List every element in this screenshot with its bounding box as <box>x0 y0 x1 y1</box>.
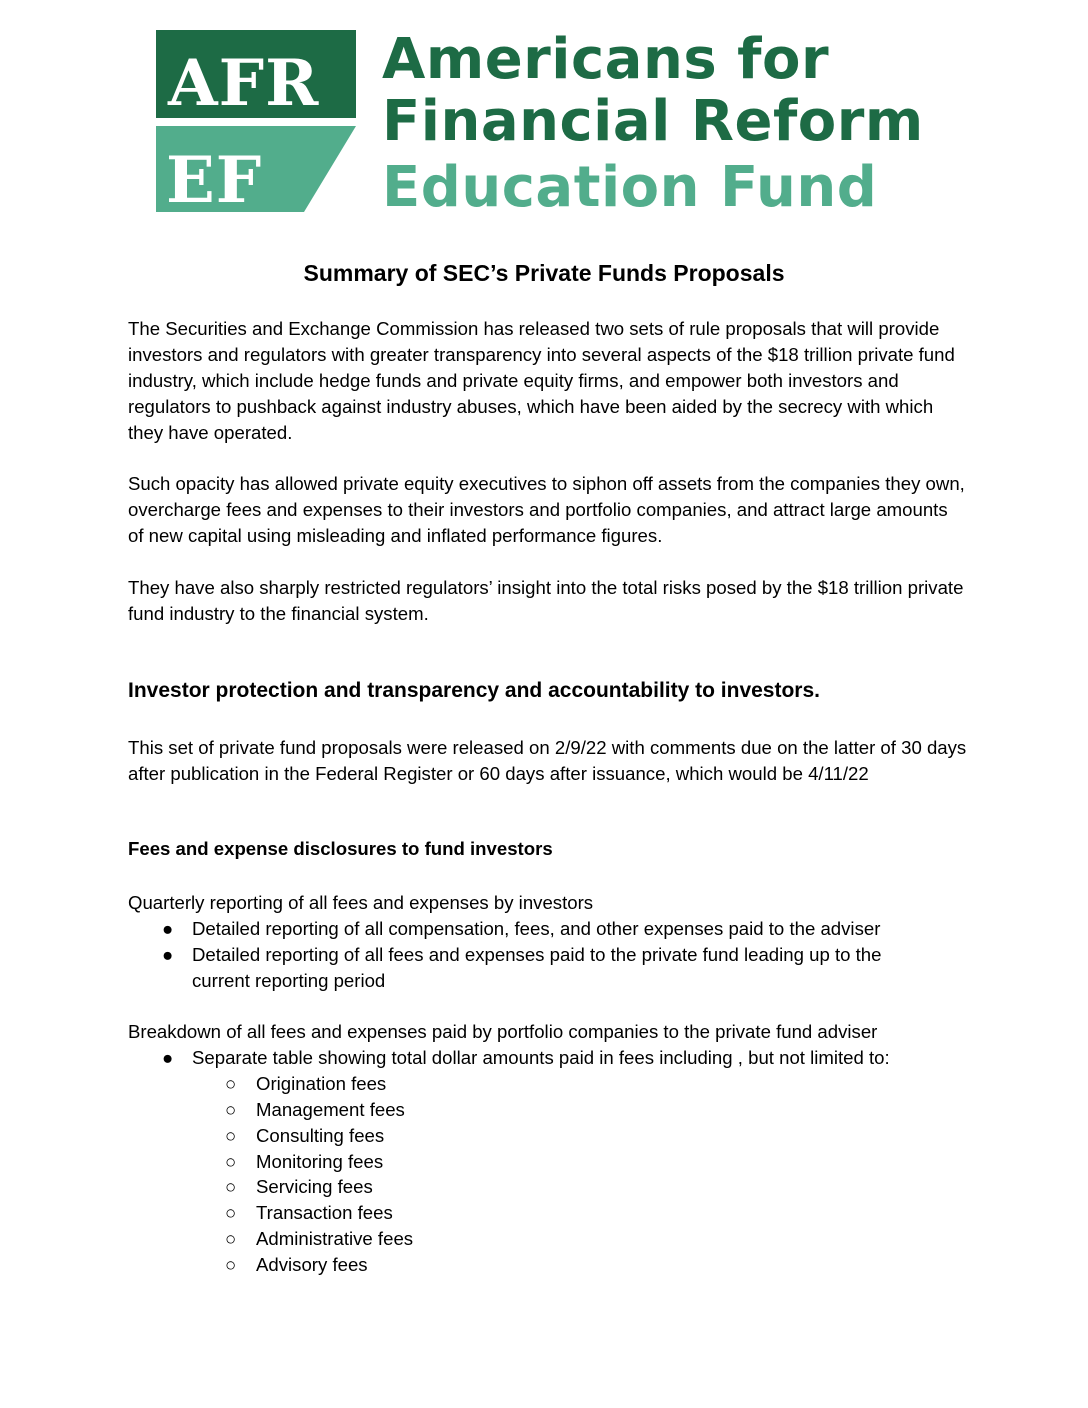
list-item <box>162 916 942 942</box>
intro-paragraph-1: The Securities and Exchange Commission has released two sets of rule proposals that will provide investors and regulators with greater transparency into several aspects of the $18 trillion private fund industry, which include hedge funds and private equity firms, and empower both investors and regulators to pushback against industry abuses, which have been aided by the secrecy with which they have operated. <box>128 318 955 443</box>
fee-name: Servicing fees <box>256 1176 373 1197</box>
fee-list-item <box>225 1226 625 1252</box>
list-item-text: Detailed reporting of all compensation, fees, and other expenses paid to the adviser <box>192 918 881 939</box>
fee-list-item <box>225 1123 625 1149</box>
hollow-bullet-icon: ○ <box>225 1228 237 1249</box>
list-item <box>162 942 942 994</box>
intro-paragraph-2: Such opacity has allowed private equity executives to siphon off assets from the companies they own, overcharge fees and expenses to their investors and portfolio companies, and attract large amounts of new capital using misleading and inflated performance figures. <box>128 473 965 546</box>
hollow-bullet-icon: ○ <box>225 1151 237 1172</box>
fee-list-item <box>225 1252 625 1278</box>
fee-name: Origination fees <box>256 1073 387 1094</box>
breakdown-lead: Breakdown of all fees and expenses paid by portfolio companies to the private fund adviser <box>128 1021 878 1042</box>
fee-name: Transaction fees <box>256 1202 393 1223</box>
logo-text-line1: Americans for <box>382 27 830 92</box>
list-item <box>162 1045 942 1071</box>
intro-paragraph-3: They have also sharply restricted regulators’ insight into the total risks posed by the $18 trillion private fund industry to the financial system. <box>128 577 964 624</box>
list-item-text: Separate table showing total dollar amounts paid in fees including , but not limited to: <box>192 1047 890 1068</box>
fee-list-item <box>225 1149 625 1175</box>
fee-name: Consulting fees <box>256 1125 385 1146</box>
hollow-bullet-icon: ○ <box>225 1099 237 1120</box>
fee-name: Management fees <box>256 1099 405 1120</box>
bullet-dot-icon: ● <box>162 1047 174 1068</box>
bullet-dot-icon: ● <box>162 918 174 939</box>
hollow-bullet-icon: ○ <box>225 1125 237 1146</box>
bullet-dot-icon: ● <box>162 944 174 965</box>
hollow-bullet-icon: ○ <box>225 1176 237 1197</box>
section-heading-investor-protection: Investor protection and transparency and accountability to investors. <box>128 679 820 702</box>
afr-ef-logo-mark <box>156 30 366 215</box>
logo-text-line3: Education Fund <box>382 155 878 220</box>
document-title: Summary of SEC’s Private Funds Proposals <box>303 260 785 286</box>
fee-list-item <box>225 1200 625 1226</box>
hollow-bullet-icon: ○ <box>225 1073 237 1094</box>
fee-name: Monitoring fees <box>256 1151 384 1172</box>
fee-list-item <box>225 1174 625 1200</box>
logo-text-line2: Financial Reform <box>382 89 924 154</box>
fee-list-item <box>225 1097 625 1123</box>
hollow-bullet-icon: ○ <box>225 1254 237 1275</box>
fee-name: Advisory fees <box>256 1254 368 1275</box>
logo-abbr-afr: AFR <box>168 46 320 121</box>
hollow-bullet-icon: ○ <box>225 1202 237 1223</box>
fee-name: Administrative fees <box>256 1228 414 1249</box>
subheading-fees-disclosures: Fees and expense disclosures to fund investors <box>128 838 553 859</box>
list-item-text: Detailed reporting of all fees and expenses paid to the private fund leading up to the current reporting period <box>192 944 882 991</box>
logo-abbr-ef: EF <box>166 143 263 215</box>
afref-logo <box>156 27 924 220</box>
section-body: This set of private fund proposals were released on 2/9/22 with comments due on the latter of 30 days after publication in the Federal Register or 60 days after issuance, which would be 4/11/22 <box>128 737 967 784</box>
fee-list-item <box>225 1071 625 1097</box>
quarterly-reporting-lead: Quarterly reporting of all fees and expenses by investors <box>128 892 594 913</box>
